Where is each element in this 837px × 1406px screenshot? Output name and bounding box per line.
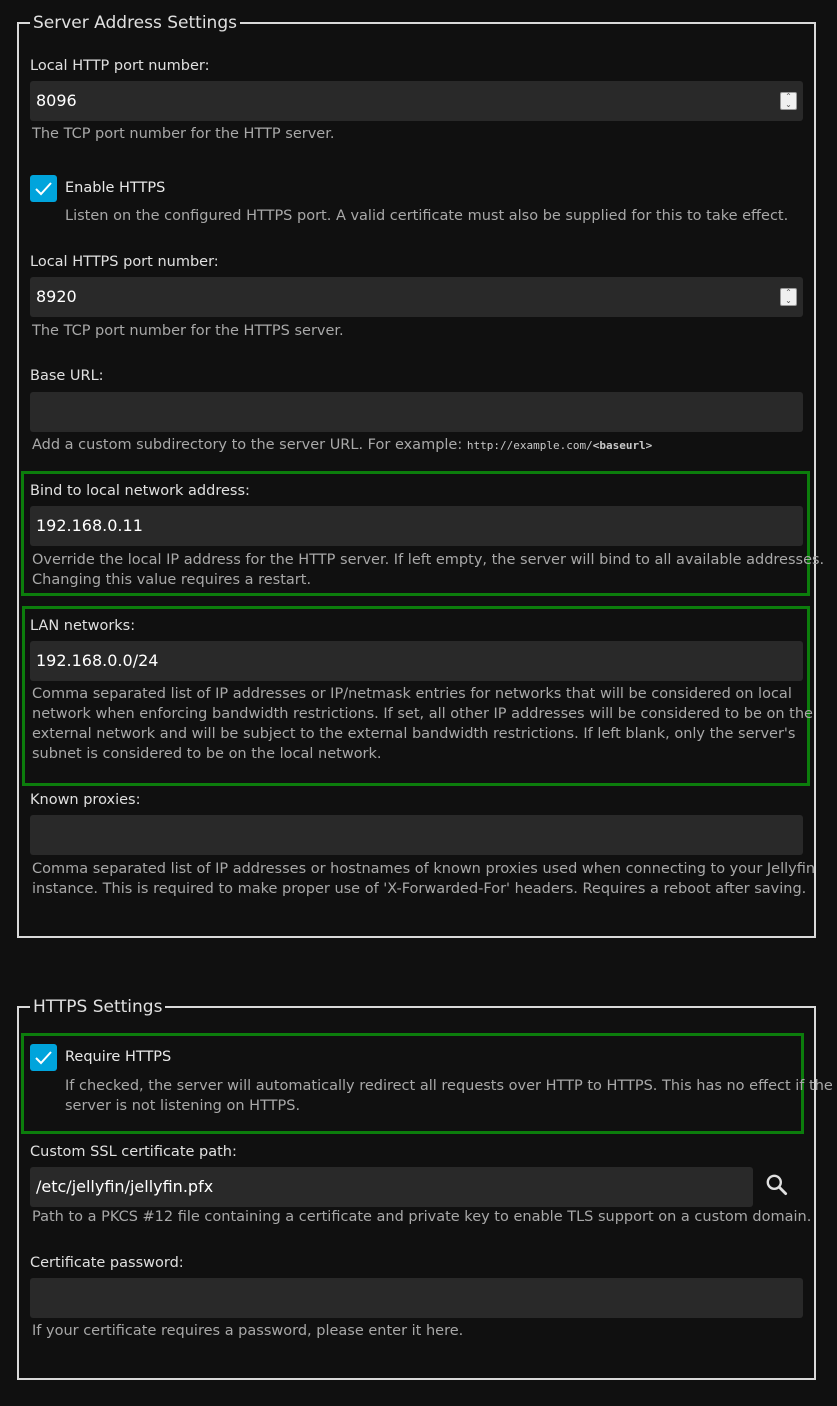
require-https-checkbox[interactable]: [30, 1044, 57, 1071]
https-port-input[interactable]: [30, 277, 803, 317]
cert-browse-button[interactable]: [764, 1172, 794, 1202]
stepper-down-icon[interactable]: ⌄: [785, 296, 792, 305]
https-port-value: 8920: [36, 287, 77, 306]
enable-https-desc: Listen on the configured HTTPS port. A valid certificate must also be supplied for this to take effect.: [65, 208, 789, 224]
base-url-desc-text: Add a custom subdirectory to the server URL. For example:: [32, 437, 467, 453]
base-url-desc: [32, 435, 652, 456]
base-url-label: Base URL:: [30, 368, 104, 384]
bind-address-desc-line1: Override the local IP address for the HTTP server. If left empty, the server will bind to all available addresses.: [32, 552, 825, 568]
http-port-input[interactable]: [30, 81, 803, 121]
checkmark-icon: [34, 1048, 53, 1067]
enable-https-label[interactable]: Enable HTTPS: [65, 180, 166, 196]
cert-password-input[interactable]: [30, 1278, 803, 1318]
bind-address-label: Bind to local network address:: [30, 483, 250, 499]
lan-networks-desc-line3: external network and will be subject to the external bandwidth restrictions. If left blank, only the server's: [32, 726, 796, 742]
enable-https-checkbox[interactable]: [30, 175, 57, 202]
http-port-stepper[interactable]: [780, 92, 797, 110]
cert-path-label: Custom SSL certificate path:: [30, 1144, 237, 1160]
stepper-down-icon[interactable]: ⌄: [785, 100, 792, 109]
base-url-example-code: http://example.com/: [466, 439, 593, 452]
cert-path-desc: Path to a PKCS #12 file containing a certificate and private key to enable TLS support on a custom domain.: [32, 1209, 812, 1225]
https-port-label: Local HTTPS port number:: [30, 254, 219, 270]
known-proxies-input[interactable]: [30, 815, 803, 855]
cert-path-value: /etc/jellyfin/jellyfin.pfx: [36, 1177, 214, 1196]
http-port-desc: The TCP port number for the HTTP server.: [32, 126, 335, 142]
require-https-desc-line1: If checked, the server will automatically redirect all requests over HTTP to HTTPS. This has no effect if the: [65, 1078, 833, 1094]
http-port-label: Local HTTP port number:: [30, 58, 210, 74]
lan-networks-desc-line2: network when enforcing bandwidth restrictions. If set, all other IP addresses will be considered to be on the: [32, 706, 813, 722]
require-https-label[interactable]: Require HTTPS: [65, 1049, 172, 1065]
bind-address-desc-line2: Changing this value requires a restart.: [32, 572, 312, 588]
cert-password-desc: If your certificate requires a password, please enter it here.: [32, 1323, 464, 1339]
lan-networks-input[interactable]: [30, 641, 803, 681]
http-port-value: 8096: [36, 91, 77, 110]
checkmark-icon: [34, 179, 53, 198]
known-proxies-label: Known proxies:: [30, 792, 141, 808]
lan-networks-value: 192.168.0.0/24: [36, 651, 159, 670]
https-port-stepper[interactable]: [780, 288, 797, 306]
https-port-desc: The TCP port number for the HTTPS server.: [32, 323, 344, 339]
bind-address-input[interactable]: [30, 506, 803, 546]
lan-networks-label: LAN networks:: [30, 618, 136, 634]
lan-networks-desc-line4: subnet is considered to be on the local network.: [32, 746, 382, 762]
base-url-example-placeholder: <baseurl>: [592, 439, 653, 452]
stepper-up-icon[interactable]: ⌃: [785, 288, 792, 297]
search-icon: [764, 1172, 790, 1198]
base-url-input[interactable]: [30, 392, 803, 432]
server-address-legend: Server Address Settings: [30, 11, 240, 35]
https-settings-legend: HTTPS Settings: [30, 995, 165, 1019]
cert-path-input[interactable]: [30, 1167, 753, 1207]
stepper-up-icon[interactable]: ⌃: [785, 92, 792, 101]
lan-networks-desc-line1: Comma separated list of IP addresses or IP/netmask entries for networks that will be considered on local: [32, 686, 792, 702]
known-proxies-desc-line2: instance. This is required to make proper use of 'X-Forwarded-For' headers. Requires a reboot after saving.: [32, 881, 807, 897]
bind-address-value: 192.168.0.11: [36, 516, 143, 535]
known-proxies-desc-line1: Comma separated list of IP addresses or hostnames of known proxies used when connecting to your Jellyfin: [32, 861, 816, 877]
require-https-desc-line2: server is not listening on HTTPS.: [65, 1098, 301, 1114]
cert-password-label: Certificate password:: [30, 1255, 184, 1271]
